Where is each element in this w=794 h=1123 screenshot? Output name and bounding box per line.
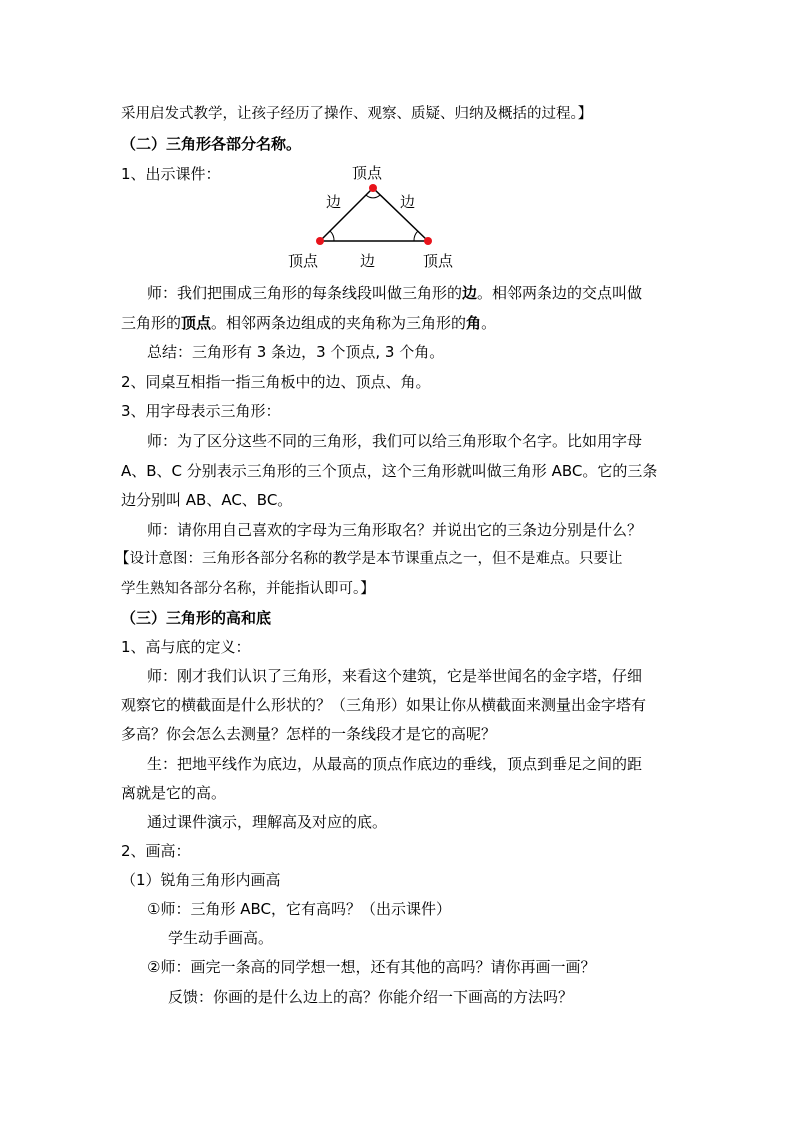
label-bottom-side: 边 bbox=[360, 252, 376, 270]
definition-text: 。相邻两条边的交点叫做 bbox=[477, 284, 643, 302]
item-height-definition: 1、高与底的定义： bbox=[121, 638, 251, 656]
teacher-question: 师：请你用自己喜欢的字母为三角形取名？并说出它的三条边分别是什么？ bbox=[147, 521, 643, 539]
label-right-side: 边 bbox=[400, 193, 416, 211]
label-left-vertex: 顶点 bbox=[288, 252, 319, 270]
student-answer-1: 生：把地平线作为底边，从最高的顶点作底边的垂线，顶点到垂足之间的距 bbox=[147, 755, 643, 773]
section-heading-3: （三）三角形的高和底 bbox=[121, 609, 272, 627]
definition-line-1 bbox=[147, 283, 642, 303]
student-answer-2: 离就是它的高。 bbox=[121, 784, 227, 802]
step-1-question: ①师：三角形 ABC，它有高吗？（出示课件） bbox=[147, 900, 451, 918]
design-intent-line-1: 【设计意图：三角形各部分名称的教学是本节课重点之一，但不是难点。只要让 bbox=[115, 551, 623, 567]
label-left-side: 边 bbox=[326, 193, 342, 211]
term-side: 边 bbox=[462, 284, 478, 302]
label-right-vertex: 顶点 bbox=[423, 252, 454, 270]
students-draw: 学生动手画高。 bbox=[168, 929, 274, 947]
definition-text: 。相邻两条边组成的夹角称为三角形的 bbox=[211, 314, 467, 332]
item-draw-height: 2、画高： bbox=[121, 842, 191, 860]
design-intent-line-2: 学生熟知各部分名称，并能指认即可。】 bbox=[121, 581, 375, 597]
triangle-diagram bbox=[280, 158, 480, 273]
letters-para-1: 师：为了区分这些不同的三角形，我们可以给三角形取个名字。比如用字母 bbox=[147, 432, 643, 450]
top-angle-arc bbox=[366, 195, 380, 198]
summary-line: 总结：三角形有 3 条边，3 个顶点, 3 个角。 bbox=[147, 343, 445, 361]
label-top-vertex: 顶点 bbox=[352, 164, 383, 182]
item-show-courseware: 1、出示课件： bbox=[121, 165, 221, 183]
letters-para-2: A、B、C 分别表示三角形的三个顶点，这个三角形就叫做三角形 ABC。它的三条 bbox=[121, 462, 658, 480]
pyramid-para-1: 师：刚才我们认识了三角形，来看这个建筑，它是举世闻名的金字塔，仔细 bbox=[147, 667, 643, 685]
definition-text: 。 bbox=[481, 314, 497, 332]
pyramid-para-2: 观察它的横截面是什么形状的？（三角形）如果让你从横截面来测量出金字塔有 bbox=[121, 696, 647, 714]
left-angle-arc bbox=[330, 231, 334, 241]
letters-para-3: 边分别叫 AB、AC、BC。 bbox=[121, 491, 293, 509]
acute-triangle-heading: （1）锐角三角形内画高 bbox=[121, 871, 281, 889]
item-letters: 3、用字母表示三角形： bbox=[121, 402, 281, 420]
term-vertex: 顶点 bbox=[181, 314, 212, 332]
right-angle-arc bbox=[414, 231, 418, 241]
section-heading-2: （二）三角形各部分名称。 bbox=[121, 135, 302, 153]
definition-line-2 bbox=[121, 313, 496, 333]
definition-text: 三角形的 bbox=[121, 314, 182, 332]
right-vertex-dot bbox=[424, 237, 432, 245]
step-2-question: ②师：画完一条高的同学想一想，还有其他的高吗？请你再画一画？ bbox=[147, 958, 596, 976]
pyramid-para-3: 多高？你会怎么去测量？怎样的一条线段才是它的高呢？ bbox=[121, 725, 497, 743]
term-angle: 角 bbox=[466, 314, 482, 332]
feedback-question: 反馈：你画的是什么边上的高？你能介绍一下画高的方法吗？ bbox=[168, 988, 574, 1006]
left-vertex-dot bbox=[316, 237, 324, 245]
courseware-demo: 通过课件演示，理解高及对应的底。 bbox=[147, 813, 388, 831]
definition-text: 师：我们把围成三角形的每条线段叫做三角形的 bbox=[147, 284, 463, 302]
design-intent-ending: 采用启发式教学，让孩子经历了操作、观察、质疑、归纳及概括的过程。】 bbox=[121, 106, 593, 122]
item-point-parts: 2、同桌互相指一指三角板中的边、顶点、角。 bbox=[121, 373, 431, 391]
top-vertex-dot bbox=[369, 184, 377, 192]
